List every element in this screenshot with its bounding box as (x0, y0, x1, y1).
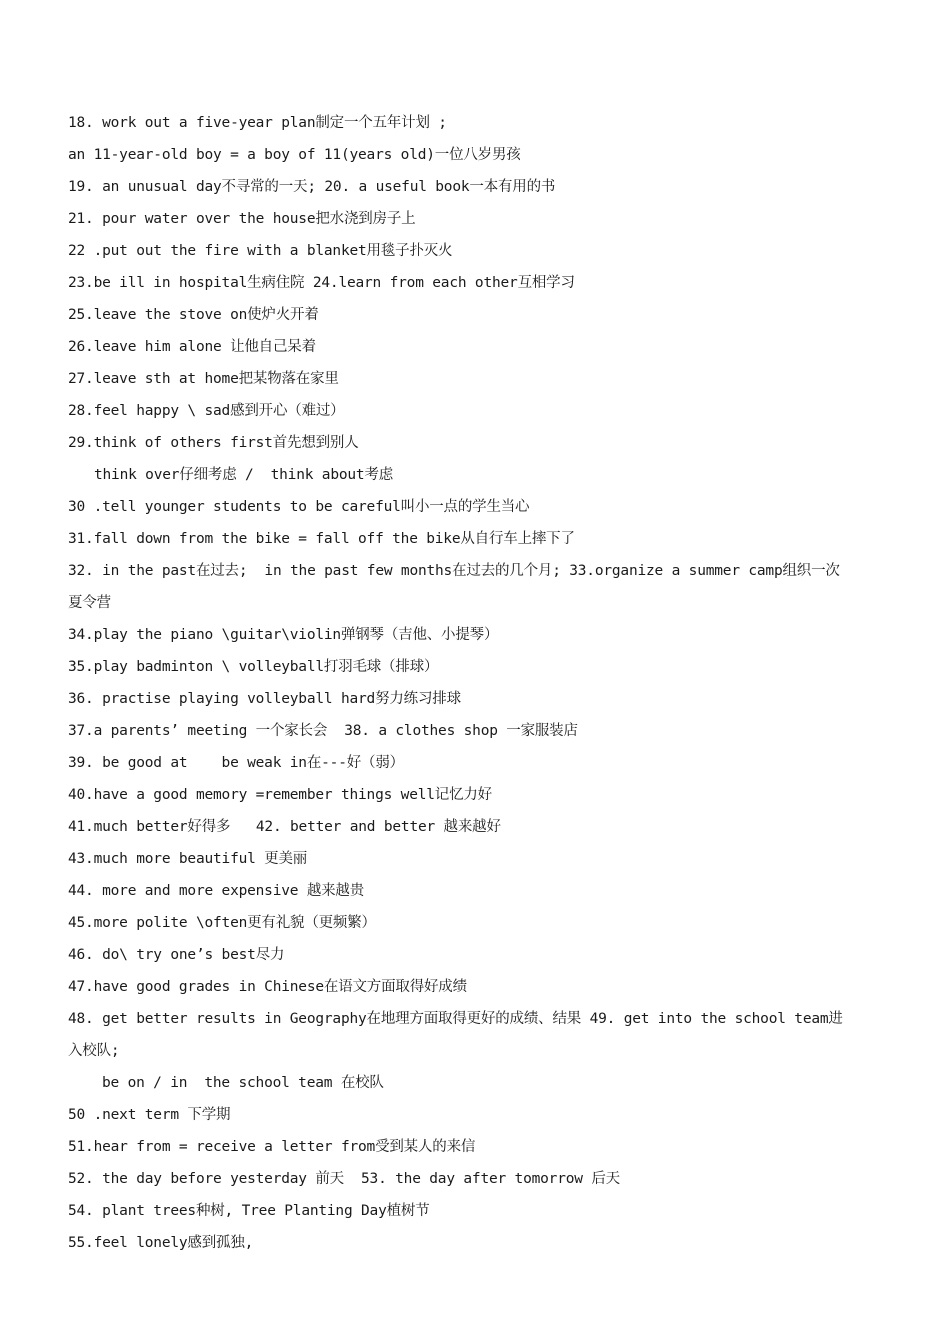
list-item: 40.have a good memory =remember things well记忆力好 (68, 787, 492, 803)
list-item: 41.much better好得多 42. better and better 越来越好 (68, 819, 501, 835)
list-item: 45.more polite \often更有礼貌（更频繁） (68, 915, 376, 931)
list-item: 入校队; (68, 1043, 120, 1059)
list-item: think over仔细考虑 / think about考虑 (94, 467, 394, 483)
vocabulary-list (68, 107, 888, 1259)
list-item: be on / in the school team 在校队 (102, 1075, 384, 1091)
list-item: 54. plant trees种树, Tree Planting Day植树节 (68, 1203, 430, 1219)
list-item: 48. get better results in Geography在地理方面取得更好的成绩、结果 49. get into the school team进 (68, 1011, 843, 1027)
list-item: 23.be ill in hospital生病住院 24.learn from each other互相学习 (68, 275, 575, 291)
list-item: 36. practise playing volleyball hard努力练习排球 (68, 691, 461, 707)
list-item: 27.leave sth at home把某物落在家里 (68, 371, 339, 387)
list-item: 51.hear from = receive a letter from受到某人的来信 (68, 1139, 476, 1155)
list-item: 35.play badminton \ volleyball打羽毛球（排球） (68, 659, 439, 675)
list-item: an 11-year-old boy = a boy of 11(years old)一位八岁男孩 (68, 147, 521, 163)
list-item: 21. pour water over the house把水浇到房子上 (68, 211, 416, 227)
list-item: 25.leave the stove on使炉火开着 (68, 307, 319, 323)
list-item: 43.much more beautiful 更美丽 (68, 851, 308, 867)
list-item: 52. the day before yesterday 前天 53. the day after tomorrow 后天 (68, 1171, 620, 1187)
list-item: 18. work out a five-year plan制定一个五年计划 ; (68, 115, 447, 131)
list-item: 32. in the past在过去; in the past few months在过去的几个月; 33.organize a summer camp组织一次 (68, 563, 840, 579)
list-item: 44. more and more expensive 越来越贵 (68, 883, 365, 899)
list-item: 29.think of others first首先想到别人 (68, 435, 359, 451)
list-item: 28.feel happy \ sad感到开心（难过） (68, 403, 345, 419)
list-item: 31.fall down from the bike = fall off the bike从自行车上摔下了 (68, 531, 575, 547)
list-item: 19. an unusual day不寻常的一天; 20. a useful book一本有用的书 (68, 179, 556, 195)
list-item: 26.leave him alone 让他自己呆着 (68, 339, 316, 355)
list-item: 46. do\ try one’s best尽力 (68, 947, 285, 963)
list-item: 50 .next term 下学期 (68, 1107, 231, 1123)
list-item: 夏令营 (68, 595, 111, 611)
list-item: 34.play the piano \guitar\violin弹钢琴（吉他、小提琴） (68, 627, 499, 643)
list-item: 47.have good grades in Chinese在语文方面取得好成绩 (68, 979, 467, 995)
list-item: 37.a parents’ meeting 一个家长会 38. a clothes shop 一家服装店 (68, 723, 578, 739)
list-item: 30 .tell younger students to be careful叫小一点的学生当心 (68, 499, 530, 515)
list-item: 55.feel lonely感到孤独, (68, 1235, 254, 1251)
list-item: 22 .put out the fire with a blanket用毯子扑灭火 (68, 243, 453, 259)
list-item: 39. be good at be weak in在---好（弱） (68, 755, 404, 771)
